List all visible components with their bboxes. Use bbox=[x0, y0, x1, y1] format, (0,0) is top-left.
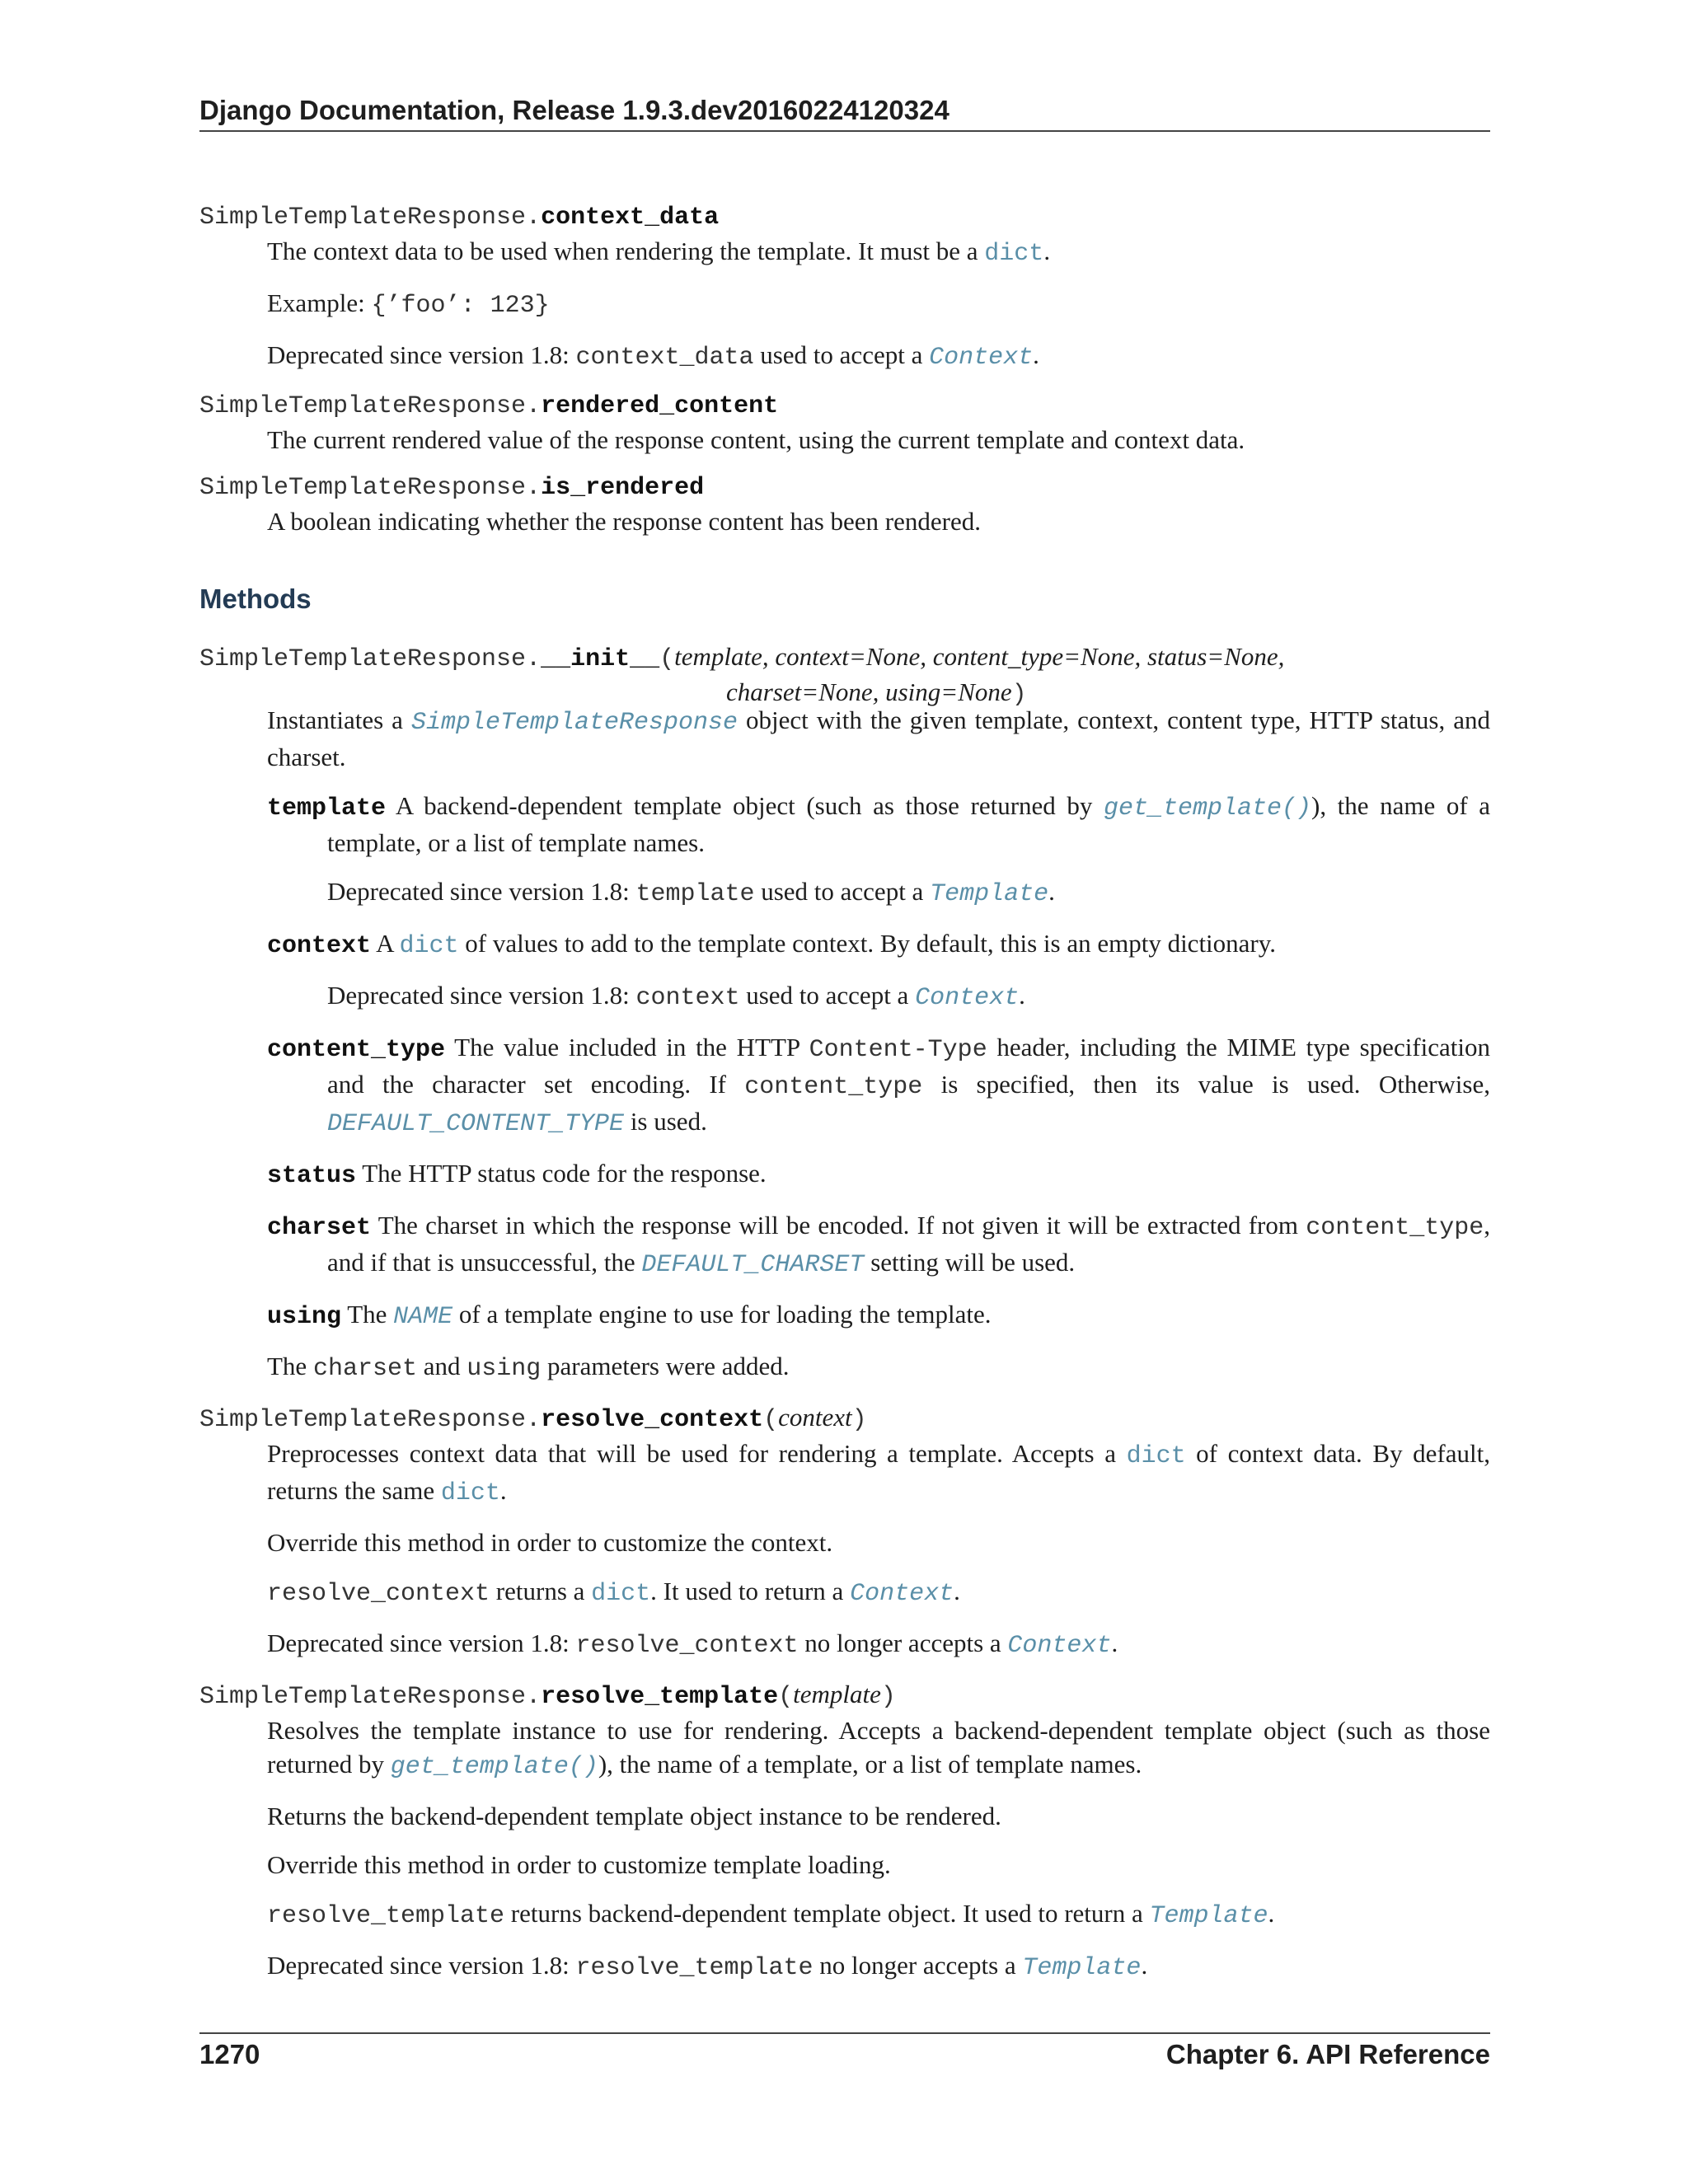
method-resolve-template bbox=[199, 1678, 1490, 1985]
page-header bbox=[199, 91, 1490, 132]
link-name[interactable]: NAME bbox=[393, 1303, 453, 1331]
description: Resolves the template instance to use for rendering. Accepts a backend-dependent template object (such as those returned by get_template()), the name of a template, or a list of template names. bbox=[267, 1716, 1490, 1781]
method-name: resolve_context bbox=[541, 1406, 764, 1434]
attr-rendered-content bbox=[199, 390, 1490, 457]
link-default-charset[interactable]: DEFAULT_CHARSET bbox=[641, 1251, 865, 1279]
param-using: using The NAME of a template engine to use for loading the template. bbox=[267, 1300, 992, 1331]
param-content-type: content_type The value included in the HTTP Content-Type header, including the MIME type specification and the character set encoding. If content_type is specified, then its value is used. Otherwise, DEFAULT_CONTENT_TYPE is used. bbox=[267, 1033, 1490, 1138]
method-init bbox=[199, 640, 1490, 1386]
page-number: 1270 bbox=[199, 2039, 260, 2069]
method-resolve-context bbox=[199, 1401, 1490, 1663]
method-name: __init__ bbox=[541, 645, 660, 673]
deprecation-note: Deprecated since version 1.8: resolve_context no longer accepts a Context. bbox=[267, 1629, 1118, 1660]
attr-name: rendered_content bbox=[541, 392, 779, 420]
attr-context-data bbox=[199, 201, 1490, 375]
signature: SimpleTemplateResponse.__init__(template, context=None, content_type=None, status=None, bbox=[199, 642, 1285, 673]
link-context[interactable]: Context bbox=[929, 344, 1034, 372]
link-context[interactable]: Context bbox=[1007, 1632, 1112, 1660]
chapter-title: Chapter 6. API Reference bbox=[1165, 2039, 1490, 2069]
signature: SimpleTemplateResponse.resolve_template(template) bbox=[199, 1680, 896, 1711]
override-note: Override this method in order to customize template loading. bbox=[267, 1850, 891, 1879]
link-get-template[interactable]: get_template() bbox=[390, 1753, 598, 1781]
attr-name: is_rendered bbox=[541, 474, 705, 502]
params: template, context=None, content_type=None, status=None, bbox=[674, 642, 1285, 671]
example: Example: {’foo’: 123} bbox=[267, 288, 550, 320]
link-template[interactable]: Template bbox=[1022, 1954, 1142, 1982]
signature: SimpleTemplateResponse.rendered_content bbox=[199, 392, 779, 420]
signature-continued: charset=None, using=None) bbox=[726, 677, 1027, 709]
link-dict[interactable]: dict bbox=[984, 240, 1044, 268]
deprecation-note: Deprecated since version 1.8: resolve_template no longer accepts a Template. bbox=[267, 1951, 1148, 1982]
link-get-template[interactable]: get_template() bbox=[1103, 794, 1311, 823]
method-name: resolve_template bbox=[541, 1683, 779, 1711]
signature: SimpleTemplateResponse.resolve_context(context) bbox=[199, 1403, 867, 1434]
section-heading-methods: Methods bbox=[199, 583, 312, 614]
link-dict[interactable]: dict bbox=[440, 1479, 500, 1507]
link-dict[interactable]: dict bbox=[1126, 1442, 1186, 1470]
returns-note: resolve_template returns backend-dependent template object. It used to return a Template. bbox=[267, 1899, 1275, 1930]
description: The context data to be used when rendering the template. It must be a dict. bbox=[267, 237, 1051, 268]
header-title: Django Documentation, Release 1.9.3.dev20160224120324 bbox=[199, 95, 950, 125]
signature: SimpleTemplateResponse.is_rendered bbox=[199, 474, 705, 502]
param-charset: charset The charset in which the response will be encoded. If not given it will be extracted from content_type, and if that is unsuccessful, the DEFAULT_CHARSET setting will be used. bbox=[267, 1211, 1490, 1279]
attr-name: context_data bbox=[541, 204, 720, 232]
description: Instantiates a SimpleTemplateResponse object with the given template, context, content type, HTTP status, and charset. bbox=[267, 705, 1490, 771]
link-context[interactable]: Context bbox=[850, 1580, 954, 1608]
description: Preprocesses context data that will be used for rendering a template. Accepts a dict of context data. By default, returns the same dict. bbox=[267, 1439, 1490, 1507]
param-template: template A backend-dependent template object (such as those returned by get_template()), the name of a template, or a list of template names. bbox=[267, 791, 1490, 857]
document-body bbox=[199, 201, 1490, 1985]
deprecation-note: Deprecated since version 1.8: context_data used to accept a Context. bbox=[267, 340, 1039, 372]
deprecation-note: Deprecated since version 1.8: template used to accept a Template. bbox=[327, 877, 1055, 908]
param-context: context A dict of values to add to the template context. By default, this is an empty dictionary. bbox=[267, 929, 1276, 960]
link-context[interactable]: Context bbox=[915, 984, 1020, 1012]
link-simple-template-response[interactable]: SimpleTemplateResponse bbox=[410, 709, 738, 737]
description: A boolean indicating whether the response content has been rendered. bbox=[267, 507, 981, 536]
override-note: Override this method in order to customize the context. bbox=[267, 1528, 833, 1557]
signature: SimpleTemplateResponse.context_data bbox=[199, 204, 720, 232]
deprecation-note: Deprecated since version 1.8: context used to accept a Context. bbox=[327, 981, 1025, 1012]
version-added-note: The charset and using parameters were added. bbox=[267, 1352, 790, 1383]
link-template[interactable]: Template bbox=[930, 880, 1049, 908]
returns-note: resolve_context returns a dict. It used to return a Context. bbox=[267, 1577, 960, 1608]
description: The current rendered value of the response content, using the current template and context data. bbox=[267, 425, 1245, 454]
document-page bbox=[199, 0, 1490, 2184]
page-footer bbox=[199, 2032, 1490, 2077]
link-dict[interactable]: dict bbox=[591, 1580, 651, 1608]
link-template[interactable]: Template bbox=[1149, 1902, 1268, 1930]
link-default-content-type[interactable]: DEFAULT_CONTENT_TYPE bbox=[327, 1110, 625, 1138]
attr-is-rendered bbox=[199, 471, 1490, 538]
link-dict[interactable]: dict bbox=[399, 932, 459, 960]
param-status: status The HTTP status code for the response. bbox=[267, 1159, 767, 1190]
returns-description: Returns the backend-dependent template object instance to be rendered. bbox=[267, 1802, 1001, 1830]
